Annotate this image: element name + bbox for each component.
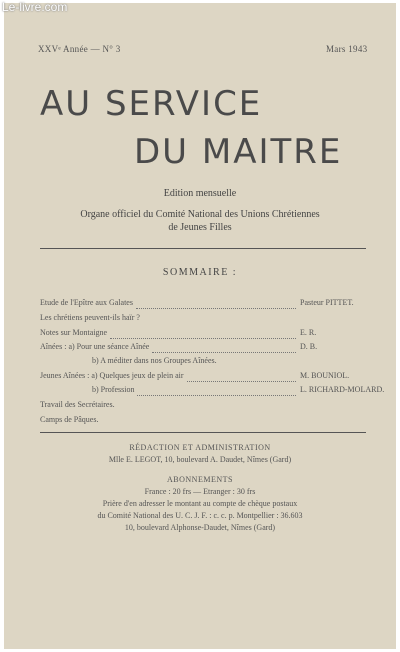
toc-leader-dots — [136, 298, 296, 309]
issue-number: XXVᵉ Année — N° 3 — [38, 44, 121, 54]
toc-row — [40, 385, 385, 397]
toc-row — [40, 356, 370, 368]
sommaire-heading: SOMMAIRE : — [162, 267, 238, 278]
toc-row — [40, 342, 370, 354]
toc-row — [40, 400, 370, 412]
toc-author: Pasteur PITTET. — [300, 298, 354, 307]
organe-text — [0, 208, 400, 234]
toc-row — [40, 415, 370, 427]
abonnements-note-3: 10, boulevard Alphonse-Daudet, Nîmes (Gard) — [124, 523, 276, 532]
watermark: Le-livre.com — [2, 0, 68, 14]
toc-title: b) A méditer dans nos Groupes Aînées. — [92, 356, 217, 365]
toc-title: Les chrétiens peuvent-ils haïr ? — [40, 313, 140, 322]
abonnements-title: ABONNEMENTS — [167, 475, 233, 484]
abonnements-prices: France : 20 frs — Etranger : 30 frs — [144, 487, 256, 496]
toc-leader-dots — [187, 371, 296, 382]
toc-title: Jeunes Aînées : a) Quelques jeux de plein air — [40, 371, 184, 380]
redaction-address: Mlle E. LEGOT, 10, boulevard A. Daudet, Nîmes (Gard) — [108, 455, 292, 464]
abonnements-block — [0, 474, 400, 534]
toc-author: L. RICHARD-MOLARD. — [300, 385, 385, 394]
organe-line-1: Organe officiel du Comité National des Unions Chrétiennes — [80, 209, 320, 220]
abonnements-note-1: Prière d'en adresser le montant au compte de chèque postaux — [102, 499, 298, 508]
edition-text: Edition mensuelle — [163, 188, 237, 199]
toc-title: Etude de l'Epître aux Galates — [40, 298, 133, 307]
toc-row — [40, 298, 370, 310]
divider — [40, 248, 366, 249]
redaction-title: RÉDACTION ET ADMINISTRATION — [129, 443, 271, 452]
toc-row — [40, 328, 370, 340]
issue-date: Mars 1943 — [326, 44, 368, 54]
toc-author: M. BOUNIOL. — [300, 371, 350, 380]
toc-title: Notes sur Montaigne — [40, 328, 108, 337]
redaction-block — [0, 442, 400, 466]
toc-leader-dots — [110, 328, 296, 339]
toc-row — [40, 371, 370, 383]
toc-title: b) Profession — [92, 385, 135, 394]
toc-leader-dots — [137, 385, 296, 396]
toc-author: D. B. — [300, 342, 318, 351]
divider — [40, 432, 366, 433]
toc-author: E. R. — [300, 328, 317, 337]
toc-leader-dots — [152, 342, 296, 353]
toc-row — [40, 313, 370, 325]
toc-title: Travail des Secrétaires. — [40, 400, 115, 409]
organe-line-2: de Jeunes Filles — [168, 222, 232, 233]
abonnements-note-2: du Comité National des U. C. J. F. : c. c. p. Montpellier : 36.603 — [97, 511, 303, 520]
toc-title: Camps de Pâques. — [40, 415, 99, 424]
title-line-2: DU MAITRE — [134, 132, 343, 172]
toc-title: Aînées : a) Pour une séance Aînée — [40, 342, 150, 351]
title-line-1: AU SERVICE — [40, 84, 263, 124]
